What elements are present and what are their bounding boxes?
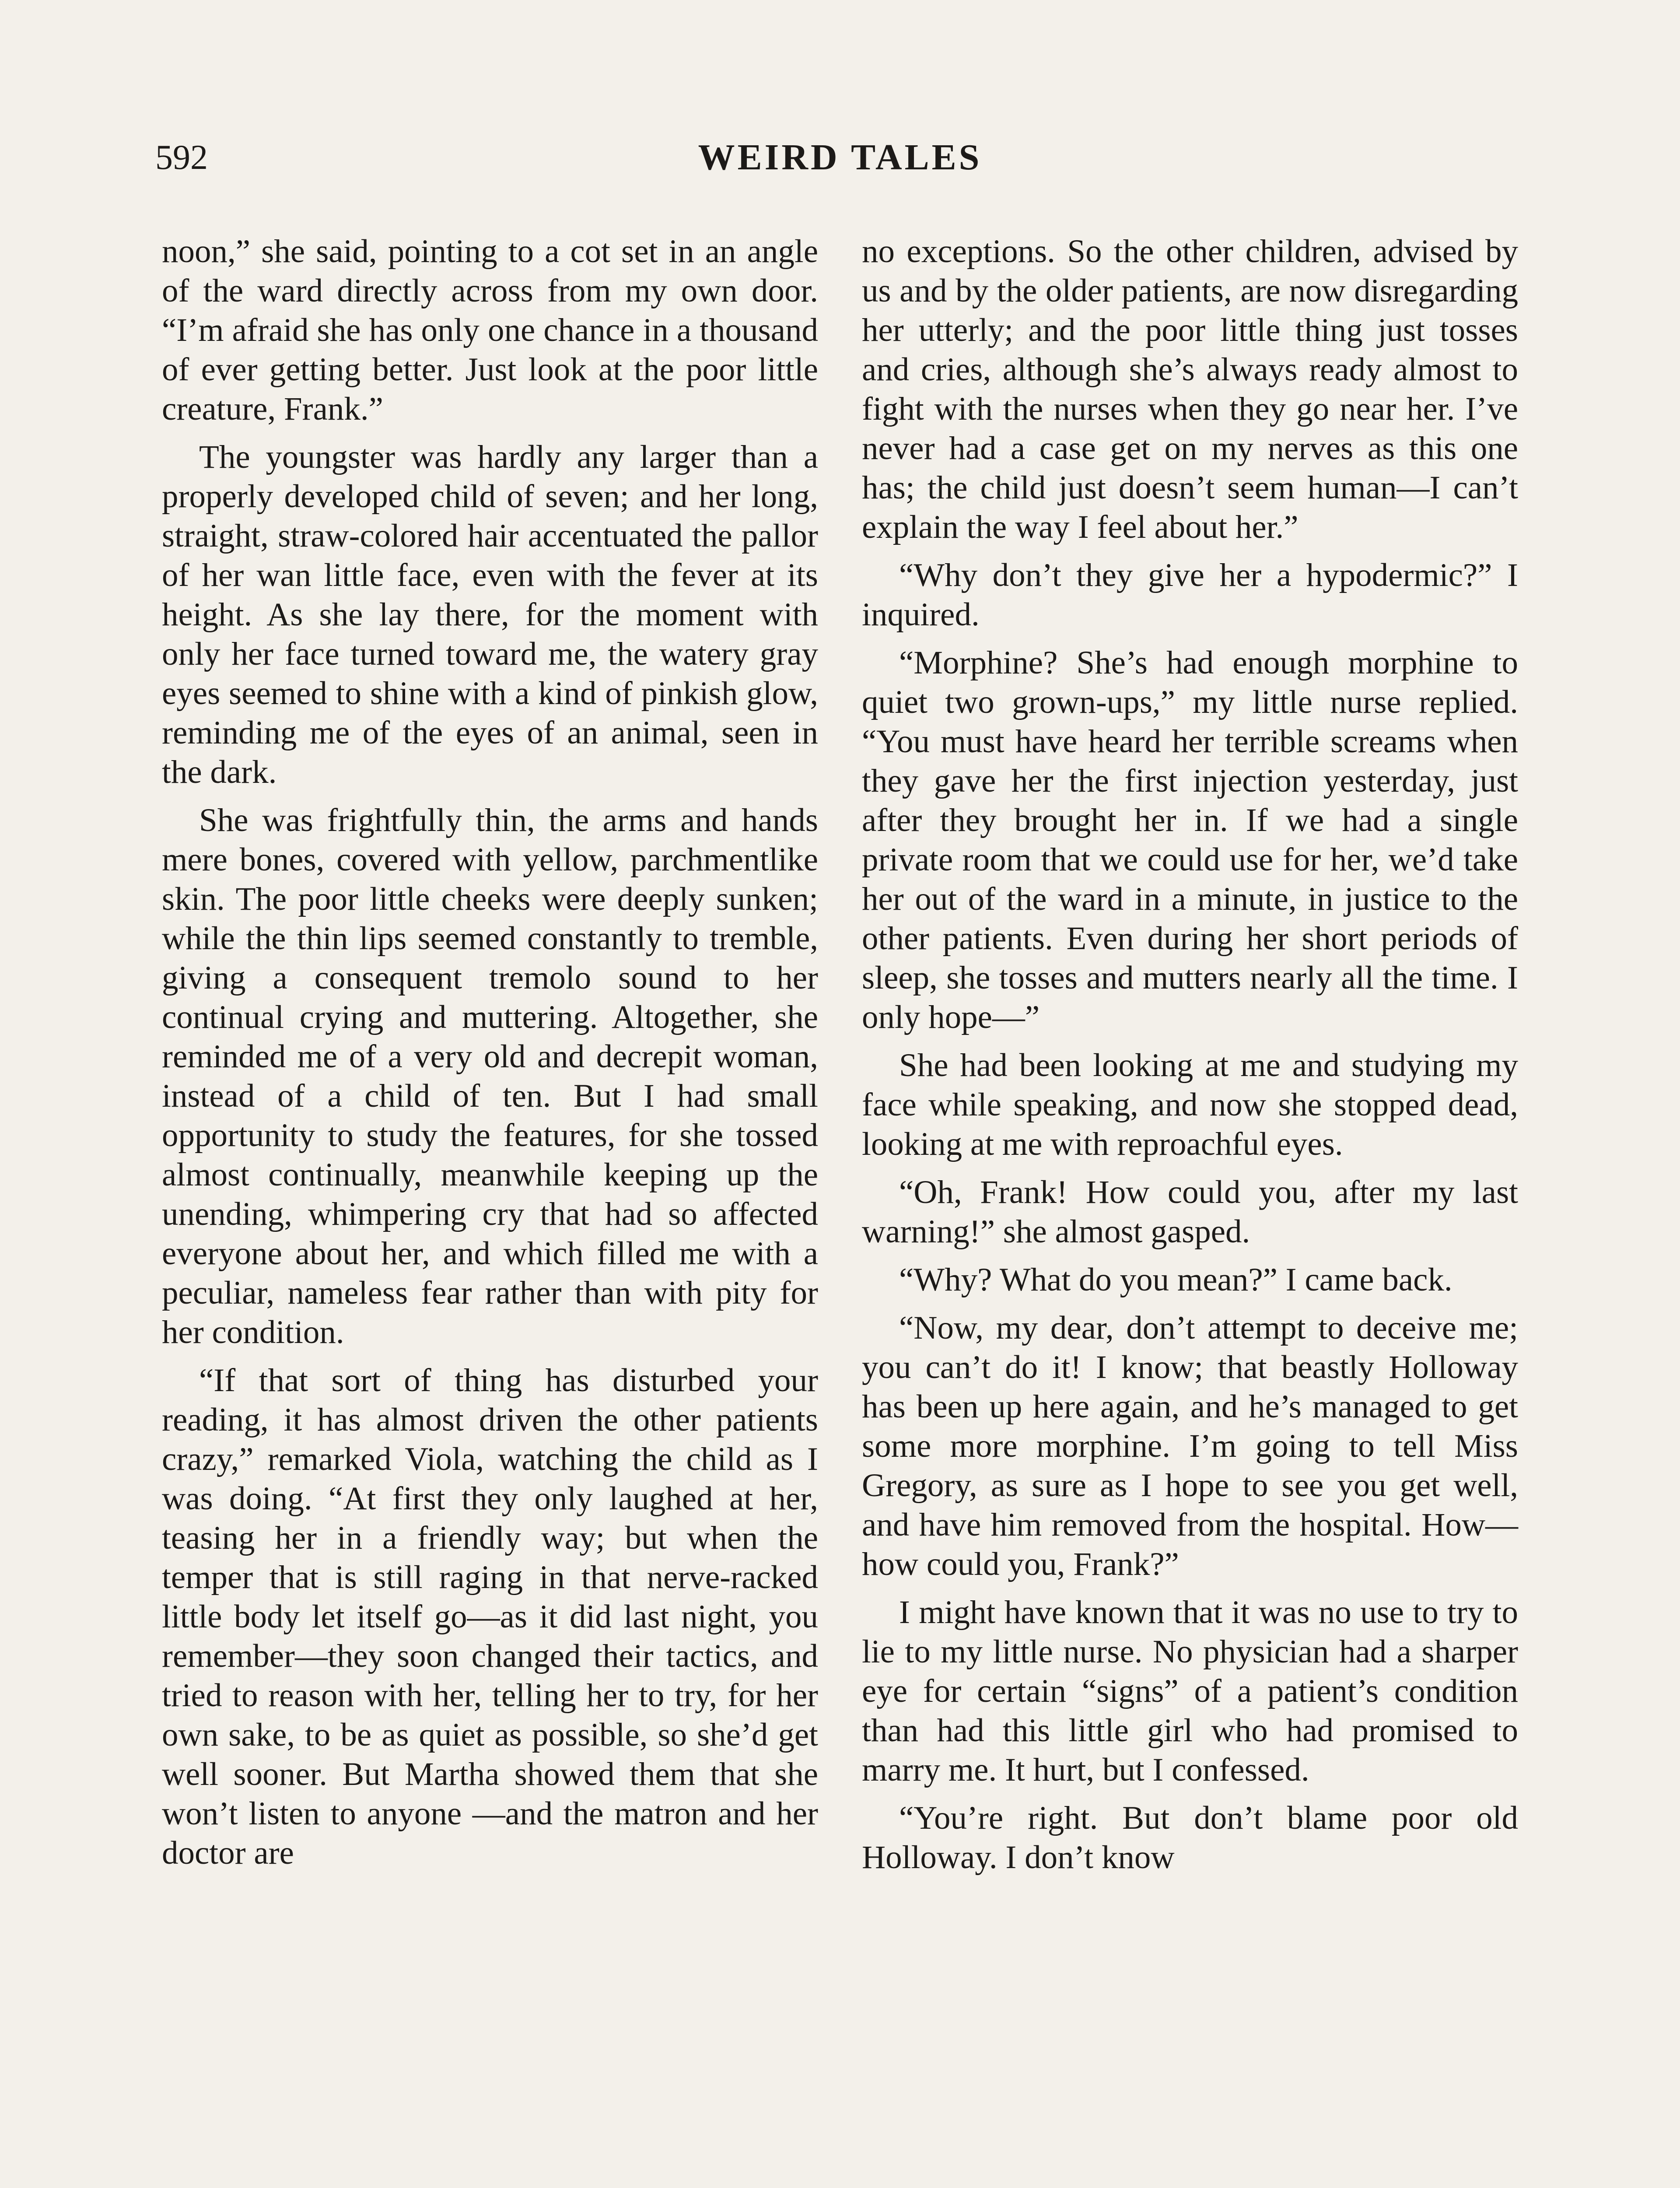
paragraph: “Oh, Frank! How could you, after my last warning!” she almost gasped.: [862, 1174, 1518, 1250]
paragraph: I might have known that it was no use to try to lie to my little nurse. No physician had a sharper eye for certain “signs” of a patient’s condition than had this little girl who had promised to marry me. It hurt, but I confessed.: [862, 1594, 1518, 1788]
paragraph: “If that sort of thing has disturbed your reading, it has almost driven the other patients crazy,” remarked Viola, watching the child as I was doing. “At first they only laughed at her, teasing her in a friendly way; but when the temper that is still raging in that nerve-racked little body let itself go—as it did last night, you remember—they soon changed their tactics, and tried to reason with her, telling her to try, for her own sake, to be as quiet as possible, so she’d get well sooner. But Martha showed them that she won’t listen to anyone —and the matron and her doctor are: [162, 1362, 818, 1871]
left-column: [162, 232, 818, 1873]
paragraph: “Why don’t they give her a hypodermic?” I inquired.: [862, 557, 1518, 633]
paragraph: “Why? What do you mean?” I came back.: [899, 1262, 1452, 1298]
paragraph: The youngster was hardly any larger than a properly developed child of seven; and her long, straight, straw-colored hair accentuated the pallor of her wan little face, even with the fever at its height. As she lay there, for the moment with only her face turned toward me, the watery gray eyes seemed to shine with a kind of pinkish glow, reminding me of the eyes of an animal, seen in the dark.: [162, 439, 818, 790]
paragraph: “You’re right. But don’t blame poor old Holloway. I don’t know: [862, 1800, 1518, 1876]
right-column: [862, 232, 1518, 1877]
running-head-title: WEIRD TALES: [698, 137, 982, 178]
paragraph: She had been looking at me and studying my face while speaking, and now she stopped dead, looking at me with reproachful eyes.: [862, 1047, 1518, 1162]
paragraph: “Now, my dear, don’t attempt to deceive me; you can’t do it! I know; that beastly Holloway has been up here again, and he’s managed to get some more morphine. I’m going to tell Miss Gregory, as sure as I hope to see you get well, and have him removed from the hospital. How—how could you, Frank?”: [862, 1310, 1518, 1582]
paragraph: no exceptions. So the other children, advised by us and by the older patients, are now disregarding her utterly; and the poor little thing just tosses and cries, although she’s always ready almost to fight with the nurses when they go near her. I’ve never had a case get on my nerves as this one has; the child just doesn’t seem human—I can’t explain the way I feel about her.”: [862, 233, 1518, 545]
paragraph: noon,” she said, pointing to a cot set in an angle of the ward directly across from my own door. “I’m afraid she has only one chance in a thousand of ever getting better. Just look at the poor little creature, Frank.”: [162, 233, 818, 427]
page-header: [0, 131, 1680, 184]
page-number: 592: [155, 138, 208, 177]
paragraph: She was frightfully thin, the arms and hands mere bones, covered with yellow, parchmentlike skin. The poor little cheeks were deeply sunken; while the thin lips seemed constantly to tremble, giving a consequent tremolo sound to her continual crying and muttering. Altogether, she reminded me of a very old and decrepit woman, instead of a child of ten. But I had small opportunity to study the features, for she tossed almost continually, meanwhile keeping up the unending, whimpering cry that had so affected everyone about her, and which filled me with a peculiar, nameless fear rather than with pity for her condition.: [162, 802, 818, 1350]
paragraph: “Morphine? She’s had enough morphine to quiet two grown-ups,” my little nurse replied. “You must have heard her terrible screams when they gave her the first injection yesterday, just after they brought her in. If we had a single private room that we could use for her, we’d take her out of the ward in a minute, in justice to the other patients. Even during her short periods of sleep, she tosses and mutters nearly all the time. I only hope—”: [862, 645, 1518, 1035]
